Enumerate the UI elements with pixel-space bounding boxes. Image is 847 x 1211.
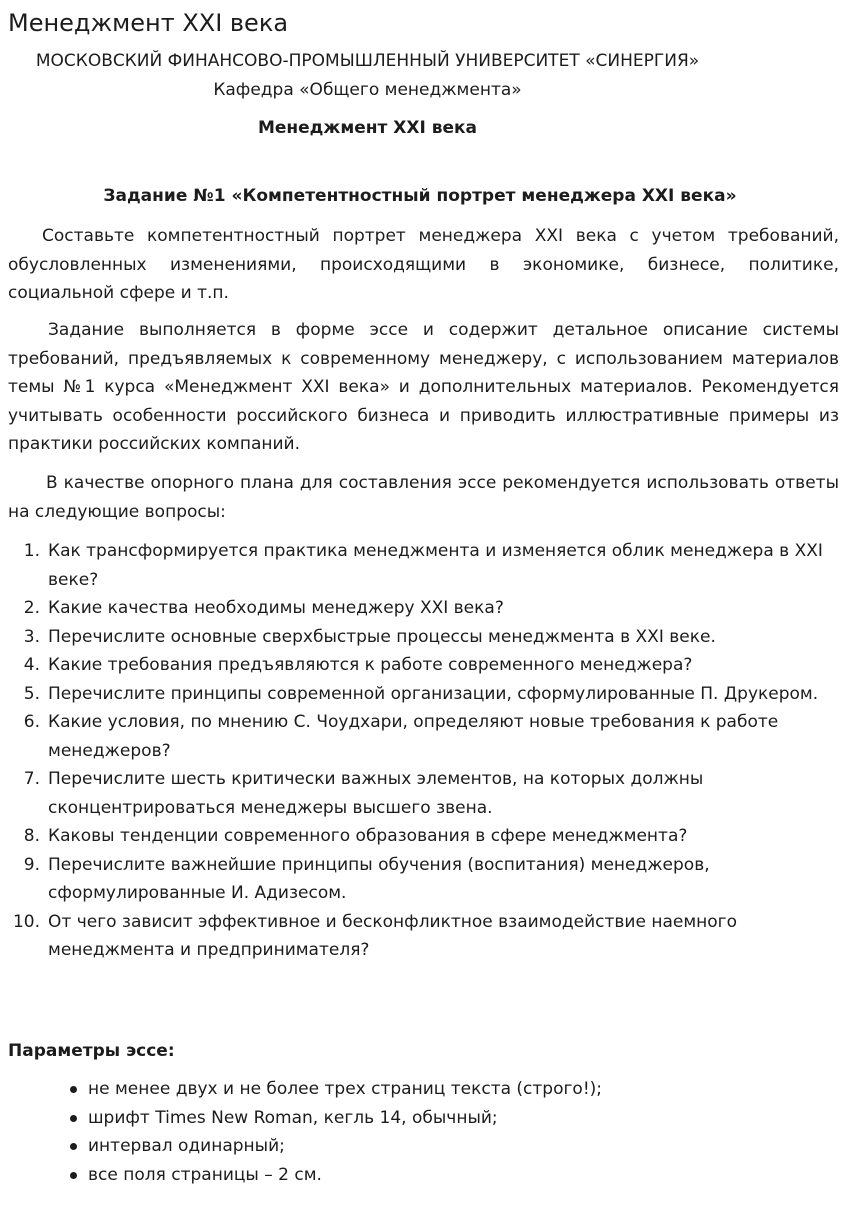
question-item bbox=[8, 851, 839, 908]
question-number: 9. bbox=[23, 854, 40, 875]
task-paragraph: Задание выполняется в форме эссе и содержит детальное описание системы требований, предъявляемых к современному менеджеру, с использованием материалов темы №1 курса «Менеджмент XXI века» и дополнительных материалов. Рекомендуется учитывать особенности российского бизнеса и приводить иллюстративные примеры из практики российских компаний. bbox=[8, 320, 839, 454]
bullet-icon bbox=[70, 1086, 77, 1093]
department-name: Кафедра «Общего менеджмента» bbox=[213, 80, 522, 100]
param-item bbox=[60, 1132, 602, 1161]
params-list bbox=[60, 1075, 602, 1189]
question-number: 6. bbox=[23, 712, 40, 732]
question-item bbox=[8, 594, 839, 623]
question-number: 4. bbox=[23, 655, 40, 675]
question-item bbox=[8, 651, 839, 680]
param-item bbox=[60, 1161, 602, 1190]
question-number: 7. bbox=[23, 769, 40, 789]
param-item bbox=[60, 1075, 602, 1104]
param-item bbox=[60, 1104, 602, 1133]
question-text: Перечислите шесть критически важных элементов, на которых должны сконцентрироваться менеджеры высшего звена. bbox=[48, 769, 704, 818]
bullet-icon bbox=[70, 1172, 77, 1179]
question-item bbox=[8, 537, 839, 594]
question-text: Какие требования предъявляются к работе современного менеджера? bbox=[48, 655, 693, 675]
question-text: Как трансформируется практика менеджмента и изменяется облик менеджера в XXI веке? bbox=[48, 541, 823, 590]
question-text: Перечислите важнейшие принципы обучения (воспитания) менеджеров, сформулированные И. Адизесом. bbox=[48, 854, 710, 903]
university-name: МОСКОВСКИЙ ФИНАНСОВО-ПРОМЫШЛЕННЫЙ УНИВЕРСИТЕТ «СИНЕРГИЯ» bbox=[35, 51, 700, 71]
task-paragraph: В качестве опорного плана для составления эссе рекомендуется использовать ответы на следующие вопросы: bbox=[8, 473, 839, 522]
question-item bbox=[8, 822, 839, 851]
document-title: Менеджмент XXI века bbox=[8, 9, 289, 37]
question-item bbox=[8, 708, 839, 765]
question-item bbox=[8, 765, 839, 822]
bullet-icon bbox=[70, 1115, 77, 1122]
task-paragraph: Составьте компетентностный портрет менеджера XXI века с учетом требований, обусловленных изменениями, происходящими в экономике, бизнесе, политике, социальной сфере и т.п. bbox=[8, 226, 839, 303]
params-heading: Параметры эссе: bbox=[8, 1041, 175, 1061]
question-number: 5. bbox=[23, 683, 40, 704]
question-item bbox=[8, 680, 839, 709]
question-text: От чего зависит эффективное и бесконфликтное взаимодействие наемного менеджмента и предпринимателя? bbox=[48, 911, 738, 960]
question-text: Какие качества необходимы менеджеру XXI века? bbox=[48, 598, 504, 618]
task-heading: Задание №1 «Компетентностный портрет менеджера XXI века» bbox=[103, 186, 737, 206]
question-number: 8. bbox=[23, 826, 40, 846]
question-text: Какие условия, по мнению С. Чоудхари, определяют новые требования к работе менеджеров? bbox=[48, 712, 779, 761]
question-item bbox=[8, 623, 839, 652]
question-number: 2. bbox=[23, 598, 40, 618]
questions-list bbox=[8, 537, 839, 965]
question-text: Перечислите принципы современной организации, сформулированные П. Друкером. bbox=[48, 683, 819, 704]
param-text: шрифт Times New Roman, кегль 14, обычный; bbox=[88, 1107, 498, 1128]
param-text: интервал одинарный; bbox=[88, 1136, 285, 1156]
question-number: 1. bbox=[23, 541, 40, 561]
question-text: Перечислите основные сверхбыстрые процессы менеджмента в XXI веке. bbox=[48, 626, 716, 647]
course-title: Менеджмент XXI века bbox=[257, 118, 478, 138]
bullet-icon bbox=[70, 1143, 77, 1150]
question-text: Каковы тенденции современного образования в сфере менеджмента? bbox=[48, 826, 688, 846]
question-item bbox=[8, 908, 839, 965]
param-text: все поля страницы – 2 см. bbox=[88, 1164, 322, 1185]
question-number: 10. bbox=[12, 911, 40, 932]
question-number: 3. bbox=[23, 626, 40, 647]
param-text: не менее двух и не более трех страниц текста (строго!); bbox=[88, 1079, 602, 1099]
